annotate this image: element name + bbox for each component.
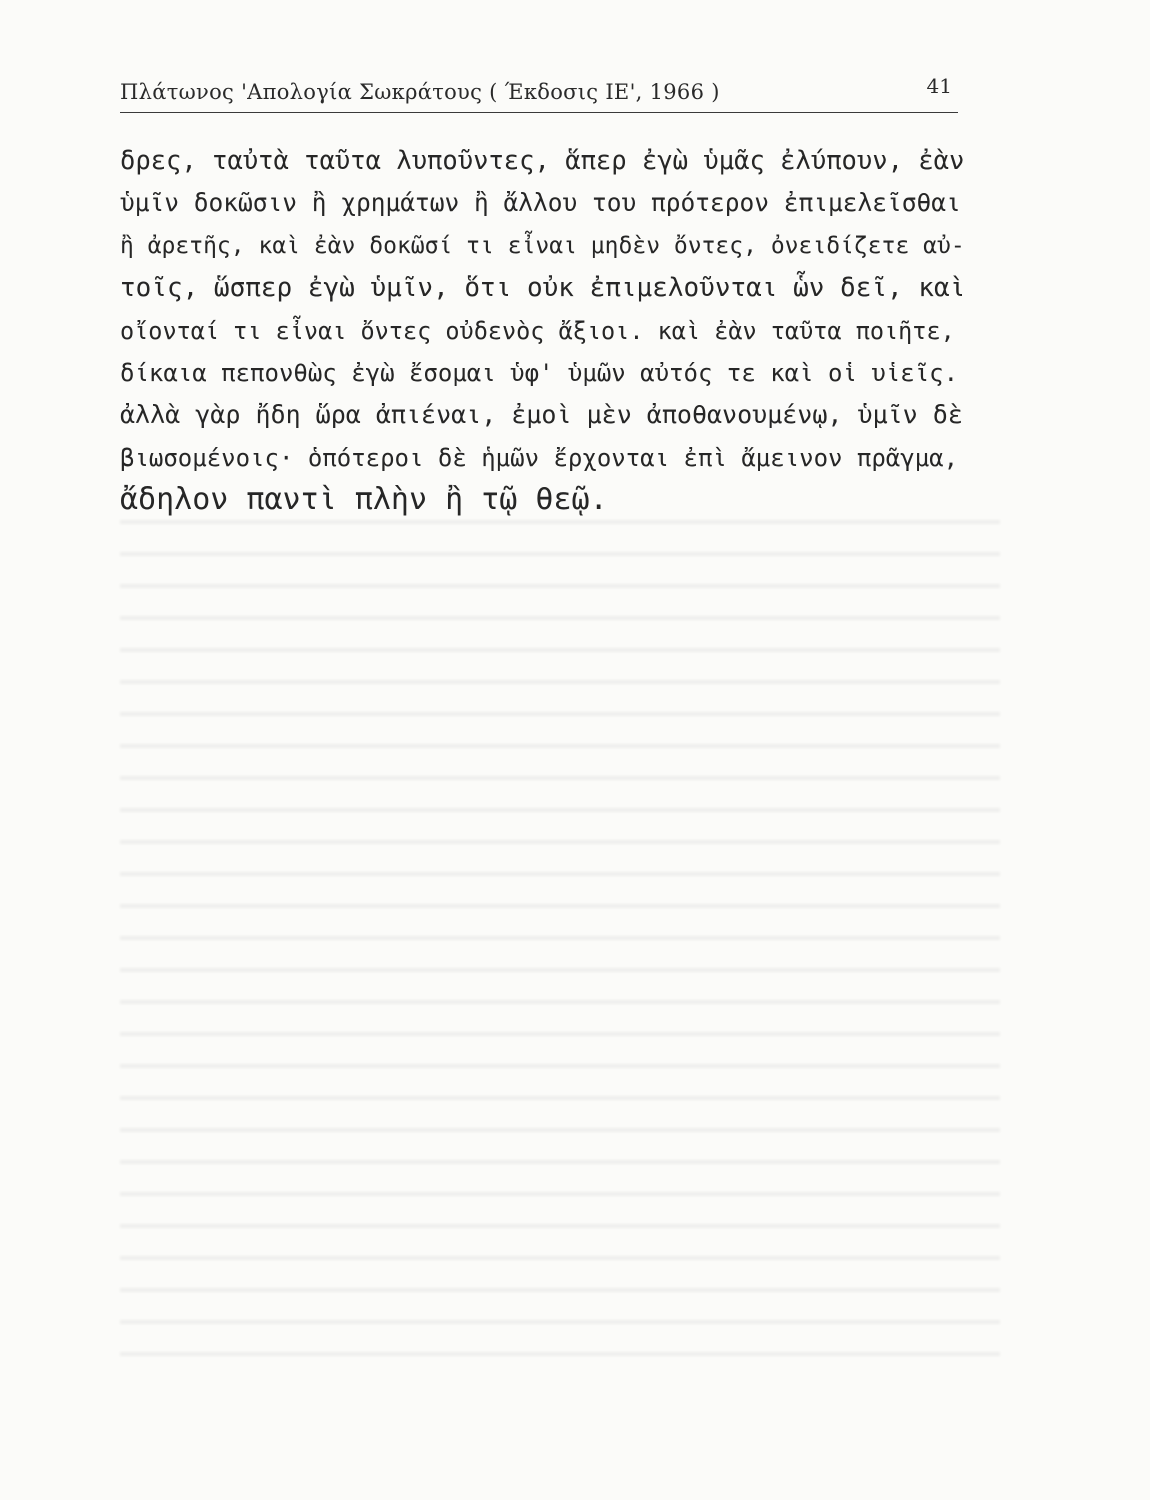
- text-line: τοῖς, ὥσπερ ἐγὼ ὑμῖν, ὅτι οὐκ ἐπιμελοῦνται ὧν δεῖ, καὶ: [120, 273, 966, 304]
- text-line: ἄδηλον παντὶ πλὴν ἢ τῷ θεῷ.: [120, 482, 608, 518]
- text-line: ὑμῖν δοκῶσιν ἢ χρημάτων ἢ ἄλλου του πρότερον ἐπιμελεῖσθαι: [120, 188, 961, 218]
- header-rule: [120, 112, 958, 113]
- page-number: 41: [926, 74, 952, 98]
- text-line: δίκαια πεπονθὼς ἐγὼ ἔσομαι ὑφ' ὑμῶν αὐτός τε καὶ οἱ υἱεῖς.: [120, 358, 959, 387]
- running-title: Πλάτωνος 'Απολογία Σωκράτους ( Έκδοσις ΙΕ', 1966 ): [120, 80, 720, 104]
- running-head: [120, 74, 960, 114]
- body-text: [120, 140, 970, 522]
- text-line: βιωσομένοις· ὁπότεροι δὲ ἡμῶν ἔρχονται ἐπὶ ἄμεινον πρᾶγμα,: [120, 443, 959, 472]
- show-through-text: [120, 500, 1000, 1380]
- text-line: ἢ ἀρετῆς, καὶ ἐὰν δοκῶσί τι εἶναι μηδὲν ὄντες, ὀνειδίζετε αὐ-: [120, 232, 965, 259]
- text-line: ἀλλὰ γὰρ ἤδη ὥρα ἀπιέναι, ἐμοὶ μὲν ἀποθανουμένῳ, ὑμῖν δὲ: [120, 400, 963, 430]
- text-line: δρες, ταὐτὰ ταῦτα λυποῦντες, ἅπερ ἐγὼ ὑμᾶς ἐλύπουν, ἐὰν: [120, 146, 965, 176]
- text-line: οἴονταί τι εἶναι ὄντες οὐδενὸς ἄξιοι. καὶ ἐὰν ταῦτα ποιῆτε,: [120, 316, 955, 345]
